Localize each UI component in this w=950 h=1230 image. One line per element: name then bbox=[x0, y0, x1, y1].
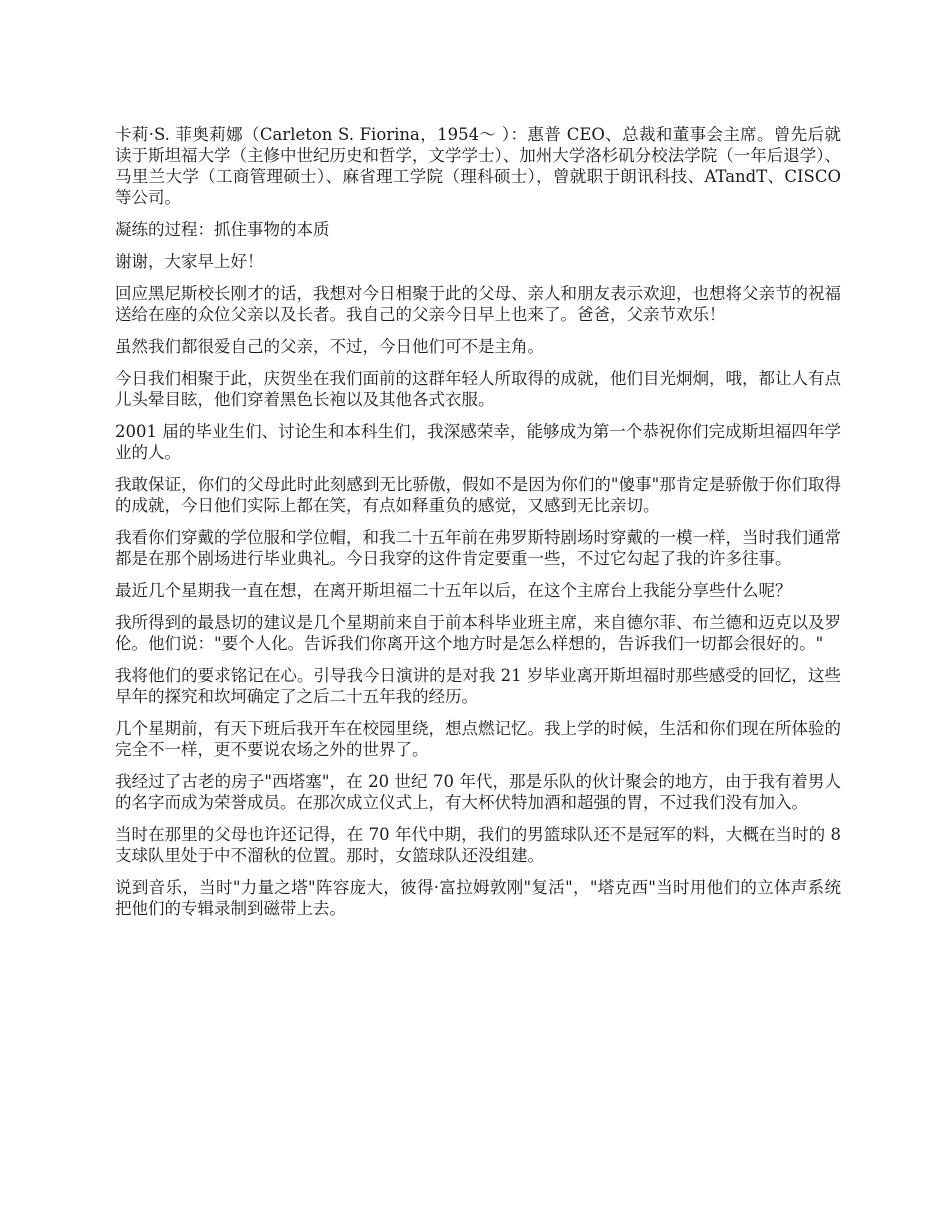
paragraph: 我所得到的最恳切的建议是几个星期前来自于前本科毕业班主席，来自德尔菲、布兰德和迈克以及罗伦。他们说："要个人化。告诉我们你离开这个地方时是怎么样想的，告诉我们一切都会很好的。" bbox=[115, 613, 841, 653]
paragraph: 今日我们相聚于此，庆贺坐在我们面前的这群年轻人所取得的成就，他们目光炯炯，哦，都让人有点儿头晕目眩，他们穿着黑色长袍以及其他各式衣服。 bbox=[115, 369, 841, 409]
paragraph: 几个星期前，有天下班后我开车在校园里绕，想点燃记忆。我上学的时候，生活和你们现在所体验的完全不一样，更不要说农场之外的世界了。 bbox=[115, 719, 841, 759]
paragraph: 我将他们的要求铭记在心。引导我今日演讲的是对我 21 岁毕业离开斯坦福时那些感受的回忆，这些早年的探究和坎坷确定了之后二十五年我的经历。 bbox=[115, 666, 841, 706]
author-bio-paragraph: 卡莉·S. 菲奥莉娜（Carleton S. Fiorina，1954～ ）：惠普 CEO、总裁和董事会主席。曾先后就读于斯坦福大学（主修中世纪历史和哲学，文学学士）、加州大学洛杉矶分校法学院（一年后退学）、马里兰大学（工商管理硕士）、麻省理工学院（理科硕士），曾就职于朗讯科技、ATandT、CISCO 等公司。 bbox=[115, 125, 841, 207]
paragraph: 2001 届的毕业生们、讨论生和本科生们，我深感荣幸，能够成为第一个恭祝你们完成斯坦福四年学业的人。 bbox=[115, 422, 841, 462]
paragraph-greeting: 谢谢，大家早上好！ bbox=[115, 252, 264, 271]
paragraph: 虽然我们都很爱自己的父亲，不过，今日他们可不是主角。 bbox=[115, 337, 544, 356]
document-body bbox=[115, 124, 841, 930]
paragraph: 最近几个星期我一直在想，在离开斯坦福二十五年以后，在这个主席台上我能分享些什么呢？ bbox=[115, 581, 792, 600]
paragraph: 我经过了古老的房子"西塔塞"，在 20 世纪 70 年代，那是乐队的伙计聚会的地方，由于我有着男人的名字而成为荣誉成员。在那次成立仪式上，有大杯伏特加酒和超强的胃，不过我们没有加入。 bbox=[115, 772, 841, 812]
speech-title: 凝练的过程：抓住事物的本质 bbox=[115, 220, 330, 239]
paragraph: 我看你们穿戴的学位服和学位帽，和我二十五年前在弗罗斯特剧场时穿戴的一模一样，当时我们通常都是在那个剧场进行毕业典礼。今日我穿的这件肯定要重一些，不过它勾起了我的许多往事。 bbox=[115, 528, 841, 568]
paragraph: 我敢保证，你们的父母此时此刻感到无比骄傲，假如不是因为你们的"傻事"那肯定是骄傲于你们取得的成就，今日他们实际上都在笑，有点如释重负的感觉，又感到无比亲切。 bbox=[115, 475, 841, 515]
paragraph: 回应黑尼斯校长刚才的话，我想对今日相聚于此的父母、亲人和朋友表示欢迎，也想将父亲节的祝福送给在座的众位父亲以及长者。我自己的父亲今日早上也来了。爸爸，父亲节欢乐！ bbox=[115, 284, 841, 324]
paragraph: 说到音乐，当时"力量之塔"阵容庞大，彼得·富拉姆敦刚"复活"，"塔克西"当时用他们的立体声系统把他们的专辑录制到磁带上去。 bbox=[115, 878, 841, 918]
paragraph: 当时在那里的父母也许还记得，在 70 年代中期，我们的男篮球队还不是冠军的料，大概在当时的 8 支球队里处于中不溜秋的位置。那时，女篮球队还没组建。 bbox=[115, 825, 841, 865]
